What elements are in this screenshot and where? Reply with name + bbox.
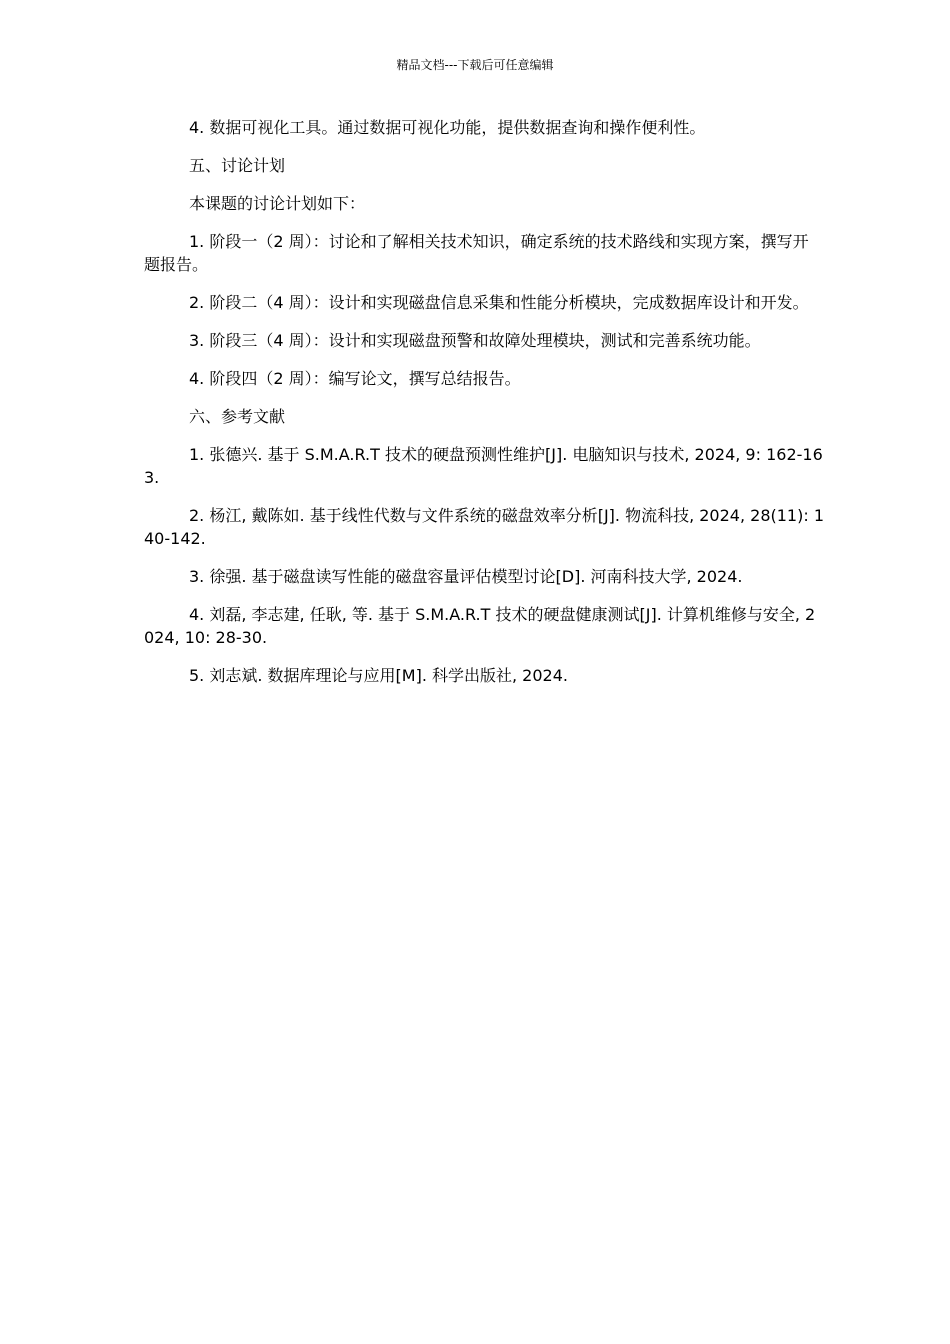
plan-intro: 本课题的讨论计划如下： <box>189 194 366 213</box>
plan-stage-1: 1. 阶段一（2 周）：讨论和了解相关技术知识，确定系统的技术路线和实现方案，撰写开题报告。 <box>144 232 809 274</box>
document-body <box>144 116 824 702</box>
page-header: 精品文档---下载后可任意编辑 <box>396 58 554 72</box>
reference-3: 3. 徐强. 基于磁盘读写性能的磁盘容量评估模型讨论[D]. 河南科技大学, 2024. <box>189 567 743 586</box>
list-item-visualization-tool: 4. 数据可视化工具。通过数据可视化功能，提供数据查询和操作便利性。 <box>189 118 706 137</box>
reference-1: 1. 张德兴. 基于 S.M.A.R.T 技术的硬盘预测性维护[J]. 电脑知识与技术, 2024, 9: 162-163. <box>144 445 823 487</box>
reference-5: 5. 刘志斌. 数据库理论与应用[M]. 科学出版社, 2024. <box>189 666 568 685</box>
plan-stage-4: 4. 阶段四（2 周）：编写论文，撰写总结报告。 <box>189 369 521 388</box>
plan-stage-2: 2. 阶段二（4 周）：设计和实现磁盘信息采集和性能分析模块，完成数据库设计和开发。 <box>189 293 809 312</box>
reference-4: 4. 刘磊, 李志建, 任耿, 等. 基于 S.M.A.R.T 技术的硬盘健康测试[J]. 计算机维修与安全, 2024, 10: 28-30. <box>144 605 816 647</box>
section-heading-discussion-plan: 五、讨论计划 <box>189 156 286 175</box>
reference-2: 2. 杨江, 戴陈如. 基于线性代数与文件系统的磁盘效率分析[J]. 物流科技, 2024, 28(11): 140-142. <box>144 506 824 548</box>
section-heading-references: 六、参考文献 <box>189 407 286 426</box>
plan-stage-3: 3. 阶段三（4 周）：设计和实现磁盘预警和故障处理模块，测试和完善系统功能。 <box>189 331 761 350</box>
